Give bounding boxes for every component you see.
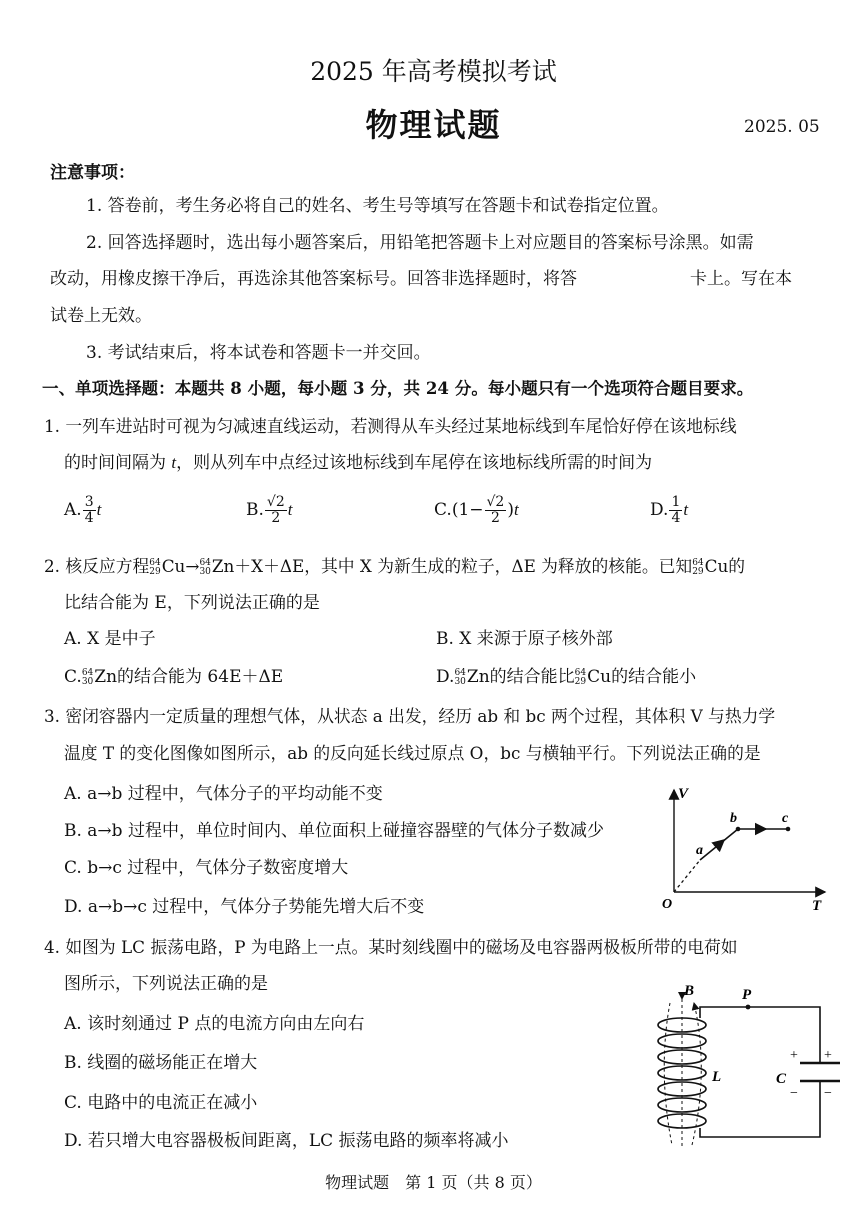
q4-option-b: B. 线圈的磁场能正在增大 [64, 1053, 258, 1073]
q1-option-b: B. $\frac{√2}{2}$ t [246, 494, 293, 526]
field-line-right [692, 1003, 701, 1145]
q2-stem-line-2: 比结合能为 E，下列说法正确的是 [64, 593, 320, 613]
capacitor-plus-left: + [790, 1048, 798, 1063]
point-c-dot [786, 827, 791, 832]
exam-date: 2025. 05 [744, 117, 820, 137]
q3-option-c: C. b→c 过程中，气体分子数密度增大 [64, 858, 349, 878]
l-label: L [712, 1069, 722, 1085]
notice-item-2-line-1: 2. 回答选择题时，选出每小题答案后，用铅笔把答题卡上对应题目的答案标号涂黑。如需 [86, 233, 754, 253]
notice-item-3: 3. 考试结束后，将本试卷和答题卡一并交回。 [86, 343, 431, 363]
var-t: t [171, 453, 177, 472]
notice-item-2-line-3: 试卷上无效。 [50, 306, 152, 326]
point-p-dot [746, 1005, 751, 1010]
q1-option-c: C.(1− $\frac{√2}{2}$ )t [434, 494, 519, 526]
q4-option-a: A. 该时刻通过 P 点的电流方向由左向右 [64, 1014, 365, 1034]
q1-stem-line-1: 1. 一列车进站时可视为匀减速直线运动，若测得从车头经过某地标线到车尾恰好停在该地标线 [44, 416, 737, 436]
q3-option-d: D. a→b→c 过程中，气体分子势能先增大后不变 [64, 897, 425, 917]
notice-item-2-line-2b: 卡上。写在本 [690, 269, 792, 289]
q3-stem-line-1: 3. 密闭容器内一定质量的理想气体，从状态 a 出发，经历 ab 和 bc 两个过程，其体积 V 与热力学 [44, 706, 776, 726]
exam-title: 2025 年高考模拟考试 [310, 57, 557, 86]
field-line-left [664, 1003, 672, 1145]
point-c-label: c [782, 811, 789, 826]
q4-stem-line-2: 图所示，下列说法正确的是 [64, 974, 268, 994]
point-a-label: a [696, 843, 703, 858]
point-b-dot [736, 827, 741, 832]
q1-stem-line-2: 的时间间隔为 t，则从列车中点经过该地标线到车尾停在该地标线所需的时间为 [64, 453, 653, 473]
q4-stem-line-1: 4. 如图为 LC 振荡电路，P 为电路上一点。某时刻线圈中的磁场及电容器两极板所带的电荷如 [44, 937, 738, 957]
notice-item-1: 1. 答卷前，考生务必将自己的姓名、考生号等填写在答题卡和试卷指定位置。 [86, 196, 669, 216]
origin-label: O [662, 897, 673, 912]
q2-option-b: B. X 来源于原子核外部 [436, 629, 613, 649]
capacitor-plus-right: + [824, 1048, 832, 1063]
q1-option-d: D. $\frac{1}{4}$ t [650, 494, 689, 526]
circuit-wire-bottom [700, 1081, 820, 1137]
capacitor-minus-right: − [824, 1086, 832, 1101]
ab-extension [674, 860, 700, 892]
b-field-label: B [684, 983, 695, 999]
q2-option-c: C. 64 30 Zn的结合能为 64E＋ΔE [64, 667, 284, 687]
p-label: P [742, 987, 752, 1003]
q3-option-a: A. a→b 过程中，气体分子的平均动能不变 [64, 784, 383, 804]
q4-lc-circuit [640, 975, 840, 1155]
q4-option-d: D. 若只增大电容器极板间距离，LC 振荡电路的频率将减小 [64, 1131, 509, 1151]
page-footer: 物理试题 第 1 页（共 8 页） [325, 1173, 542, 1192]
q3-vt-graph [660, 782, 830, 912]
circuit-wire-top [700, 1007, 820, 1063]
q3-option-b: B. a→b 过程中，单位时间内、单位面积上碰撞容器壁的气体分子数减少 [64, 821, 604, 841]
v-label: V [678, 786, 689, 802]
q3-stem-line-2: 温度 T 的变化图像如图所示，ab 的反向延长线过原点 O，bc 与横轴平行。下列说法正确的是 [64, 743, 761, 763]
q2-option-a: A. X 是中子 [64, 629, 156, 649]
t-label: T [812, 898, 822, 912]
capacitor-minus-left: − [790, 1086, 798, 1101]
q2-option-d: D. 64 30 Zn的结合能比 64 29 Cu的结合能小 [436, 667, 697, 687]
q2-stem-line-1: 2. 核反应方程 64 29 Cu→ 64 30 Zn＋X＋ΔE，其中 X 为新生成的粒子，ΔE 为释放的核能。已知 64 29 Cu的 [44, 556, 746, 577]
q1-option-a: A. $\frac{3}{4}$ t [64, 494, 102, 526]
subject-title: 物理试题 [365, 106, 502, 144]
q4-option-c: C. 电路中的电流正在减小 [64, 1093, 258, 1113]
notice-item-2-line-2a: 改动，用橡皮擦干净后，再选涂其他答案标号。回答非选择题时，将答 [50, 269, 577, 289]
point-b-label: b [730, 811, 737, 826]
section-heading: 一、单项选择题：本题共 8 小题，每小题 3 分，共 24 分。每小题只有一个选项符合题目要求。 [42, 378, 754, 398]
c-label: C [776, 1071, 787, 1087]
ab-arrow [716, 840, 724, 847]
notice-heading: 注意事项： [50, 163, 135, 183]
